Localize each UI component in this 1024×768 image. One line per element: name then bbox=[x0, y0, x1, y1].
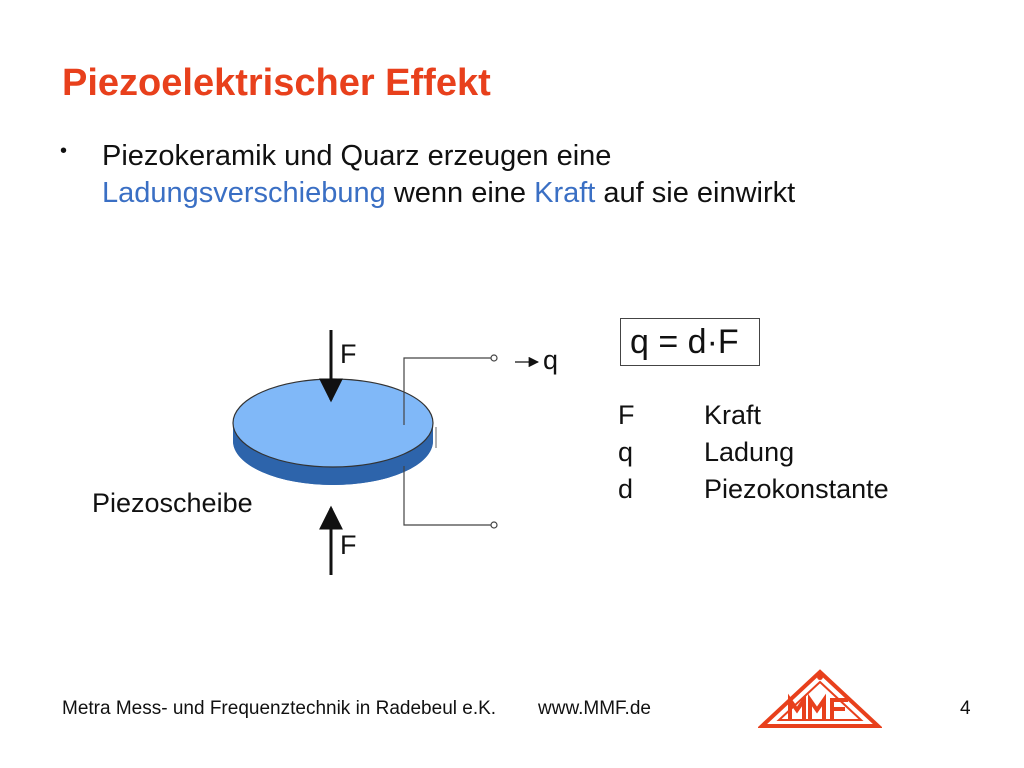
piezo-disc-top bbox=[233, 379, 433, 467]
legend-symbol: F bbox=[618, 400, 635, 430]
legend-row bbox=[614, 471, 889, 508]
legend-meaning: Piezokonstante bbox=[704, 474, 889, 504]
bottom-electrode-wire bbox=[404, 466, 491, 525]
bullet-marker: • bbox=[60, 140, 68, 162]
formula-box: q = d·F bbox=[620, 318, 760, 366]
legend-row bbox=[614, 434, 889, 471]
top-terminal bbox=[491, 355, 497, 361]
footer-company: Metra Mess- und Frequenztechnik in Radebeul e.K. bbox=[62, 698, 497, 719]
bullet-text-middle: wenn eine bbox=[385, 177, 535, 209]
legend-symbol: q bbox=[618, 437, 634, 467]
bullet-text-end: auf sie einwirkt bbox=[595, 177, 796, 209]
legend-symbol: d bbox=[618, 474, 634, 504]
footer-website: www.MMF.de bbox=[538, 698, 651, 719]
force-top-label: F bbox=[340, 339, 357, 369]
footer-page-number: 4 bbox=[960, 698, 971, 719]
charge-label: q bbox=[543, 345, 559, 375]
mmf-logo bbox=[758, 668, 882, 730]
legend-meaning: Kraft bbox=[704, 400, 762, 430]
highlight-ladungsverschiebung: Ladungsverschiebung bbox=[102, 177, 386, 209]
bullet-text-line1: Piezokeramik und Quarz erzeugen eine bbox=[102, 140, 612, 172]
bottom-terminal bbox=[491, 522, 497, 528]
highlight-kraft: Kraft bbox=[534, 177, 596, 209]
slide-title: Piezoelektrischer Effekt bbox=[62, 62, 491, 104]
legend bbox=[614, 397, 889, 508]
disc-label: Piezoscheibe bbox=[92, 488, 253, 518]
legend-meaning: Ladung bbox=[704, 437, 795, 467]
force-bottom-label: F bbox=[340, 530, 357, 560]
legend-row bbox=[614, 397, 889, 434]
